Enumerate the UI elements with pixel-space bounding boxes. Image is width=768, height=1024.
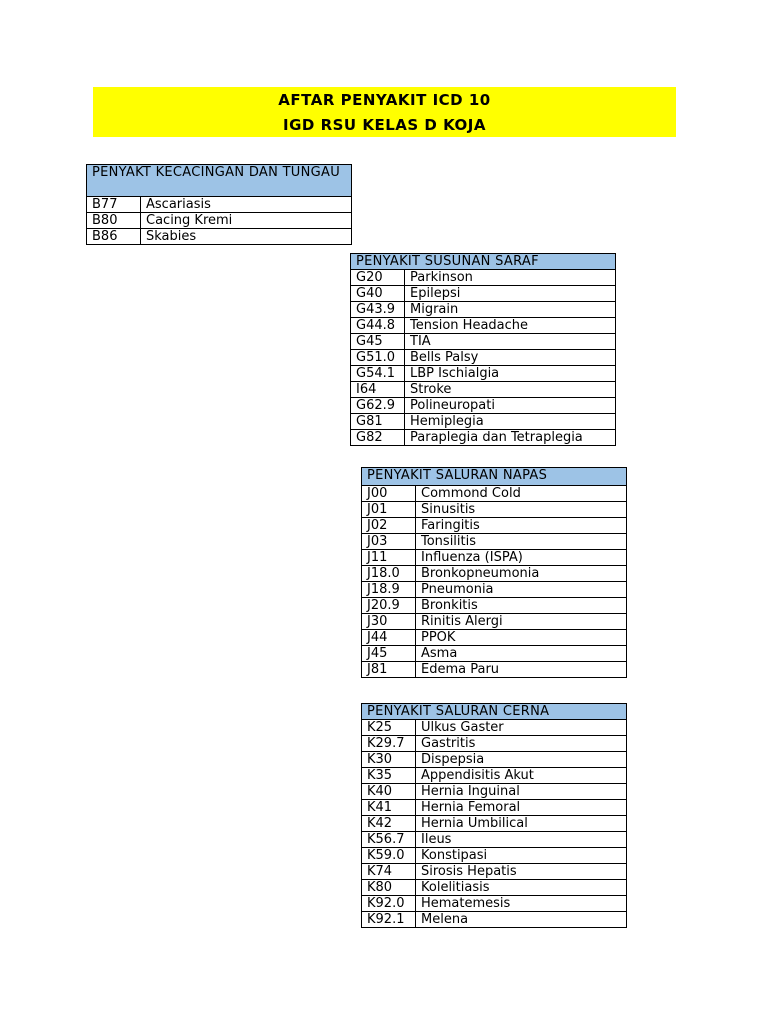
- table-row: [351, 382, 616, 398]
- table-row: [362, 566, 627, 582]
- icd-code: K92.0: [362, 896, 416, 912]
- icd-code: G20: [351, 270, 405, 286]
- disease-name: Migrain: [405, 302, 616, 318]
- disease-name: Bronkitis: [416, 598, 627, 614]
- table-saluran-cerna: [361, 703, 627, 928]
- table-row: [87, 213, 352, 229]
- table-row: [362, 880, 627, 896]
- icd-code: G62.9: [351, 398, 405, 414]
- disease-name: Appendisitis Akut: [416, 768, 627, 784]
- icd-code: G44.8: [351, 318, 405, 334]
- disease-name: Kolelitiasis: [416, 880, 627, 896]
- disease-name: PPOK: [416, 630, 627, 646]
- table-row: [362, 736, 627, 752]
- table-row: [351, 318, 616, 334]
- icd-code: I64: [351, 382, 405, 398]
- table-row: [362, 550, 627, 566]
- table-row: [362, 630, 627, 646]
- table-title: PENYAKIT SALURAN NAPAS: [362, 468, 627, 486]
- icd-code: J18.9: [362, 582, 416, 598]
- table-row: [351, 430, 616, 446]
- icd-code: K56.7: [362, 832, 416, 848]
- disease-name: Hemiplegia: [405, 414, 616, 430]
- icd-code: K41: [362, 800, 416, 816]
- icd-code: J00: [362, 486, 416, 502]
- disease-name: Tonsilitis: [416, 534, 627, 550]
- table-row: [362, 864, 627, 880]
- icd-code: G81: [351, 414, 405, 430]
- icd-code: G43.9: [351, 302, 405, 318]
- icd-code: J45: [362, 646, 416, 662]
- icd-code: K80: [362, 880, 416, 896]
- disease-name: Konstipasi: [416, 848, 627, 864]
- icd-code: J30: [362, 614, 416, 630]
- table-row: [362, 502, 627, 518]
- disease-name: Hernia Inguinal: [416, 784, 627, 800]
- document-subtitle: IGD RSU KELAS D KOJA: [283, 116, 486, 134]
- disease-name: Polineuropati: [405, 398, 616, 414]
- table-row: [362, 662, 627, 678]
- disease-name: Melena: [416, 912, 627, 928]
- disease-name: Bells Palsy: [405, 350, 616, 366]
- disease-name: Hematemesis: [416, 896, 627, 912]
- icd-code: J20.9: [362, 598, 416, 614]
- table-row: [351, 302, 616, 318]
- disease-name: Paraplegia dan Tetraplegia: [405, 430, 616, 446]
- table-row: [87, 197, 352, 213]
- icd-code: K42: [362, 816, 416, 832]
- table-saluran-napas: [361, 467, 627, 678]
- disease-name: LBP Ischialgia: [405, 366, 616, 382]
- icd-code: J81: [362, 662, 416, 678]
- icd-code: G82: [351, 430, 405, 446]
- icd-code: K25: [362, 720, 416, 736]
- table-row: [362, 848, 627, 864]
- table-row: [351, 398, 616, 414]
- disease-name: Pneumonia: [416, 582, 627, 598]
- table-row: [351, 414, 616, 430]
- disease-name: TIA: [405, 334, 616, 350]
- table-row: [362, 518, 627, 534]
- table-row: [362, 582, 627, 598]
- icd-code: B80: [87, 213, 141, 229]
- table-title: PENYAKIT SALURAN CERNA: [362, 704, 627, 720]
- icd-code: G51.0: [351, 350, 405, 366]
- table-title: PENYAKT KECACINGAN DAN TUNGAU: [87, 165, 352, 197]
- table-row: [362, 720, 627, 736]
- disease-name: Faringitis: [416, 518, 627, 534]
- table-title: PENYAKIT SUSUNAN SARAF: [351, 254, 616, 270]
- icd-code: J11: [362, 550, 416, 566]
- table-row: [362, 614, 627, 630]
- disease-name: Gastritis: [416, 736, 627, 752]
- icd-code: G54.1: [351, 366, 405, 382]
- disease-name: Tension Headache: [405, 318, 616, 334]
- table-row: [87, 229, 352, 245]
- disease-name: Commond Cold: [416, 486, 627, 502]
- icd-code: G45: [351, 334, 405, 350]
- disease-name: Asma: [416, 646, 627, 662]
- disease-name: Stroke: [405, 382, 616, 398]
- disease-name: Dispepsia: [416, 752, 627, 768]
- table-row: [362, 800, 627, 816]
- table-row: [362, 912, 627, 928]
- table-row: [351, 350, 616, 366]
- table-row: [351, 286, 616, 302]
- disease-name: Sirosis Hepatis: [416, 864, 627, 880]
- icd-code: B86: [87, 229, 141, 245]
- icd-code: K59.0: [362, 848, 416, 864]
- table-row: [351, 366, 616, 382]
- document-title-banner: [93, 87, 676, 137]
- icd-code: K40: [362, 784, 416, 800]
- icd-code: K74: [362, 864, 416, 880]
- table-row: [362, 896, 627, 912]
- icd-code: J03: [362, 534, 416, 550]
- table-row: [362, 534, 627, 550]
- disease-name: Epilepsi: [405, 286, 616, 302]
- disease-name: Parkinson: [405, 270, 616, 286]
- disease-name: Sinusitis: [416, 502, 627, 518]
- table-row: [351, 334, 616, 350]
- disease-name: Ulkus Gaster: [416, 720, 627, 736]
- table-row: [362, 784, 627, 800]
- icd-code: K29.7: [362, 736, 416, 752]
- disease-name: Edema Paru: [416, 662, 627, 678]
- table-susunan-saraf: [350, 253, 616, 446]
- table-row: [362, 752, 627, 768]
- disease-name: Influenza (ISPA): [416, 550, 627, 566]
- icd-code: K30: [362, 752, 416, 768]
- disease-name: Ileus: [416, 832, 627, 848]
- table-row: [362, 598, 627, 614]
- icd-code: J18.0: [362, 566, 416, 582]
- icd-code: G40: [351, 286, 405, 302]
- disease-name: Cacing Kremi: [141, 213, 352, 229]
- disease-name: Skabies: [141, 229, 352, 245]
- disease-name: Bronkopneumonia: [416, 566, 627, 582]
- table-kecacingan: [86, 164, 352, 245]
- table-row: [362, 486, 627, 502]
- disease-name: Hernia Femoral: [416, 800, 627, 816]
- disease-name: Ascariasis: [141, 197, 352, 213]
- icd-code: B77: [87, 197, 141, 213]
- icd-code: J01: [362, 502, 416, 518]
- icd-code: J02: [362, 518, 416, 534]
- document-title: AFTAR PENYAKIT ICD 10: [278, 91, 491, 109]
- table-row: [362, 832, 627, 848]
- table-row: [351, 270, 616, 286]
- table-row: [362, 816, 627, 832]
- table-row: [362, 646, 627, 662]
- icd-code: J44: [362, 630, 416, 646]
- table-row: [362, 768, 627, 784]
- disease-name: Hernia Umbilical: [416, 816, 627, 832]
- icd-code: K92.1: [362, 912, 416, 928]
- disease-name: Rinitis Alergi: [416, 614, 627, 630]
- icd-code: K35: [362, 768, 416, 784]
